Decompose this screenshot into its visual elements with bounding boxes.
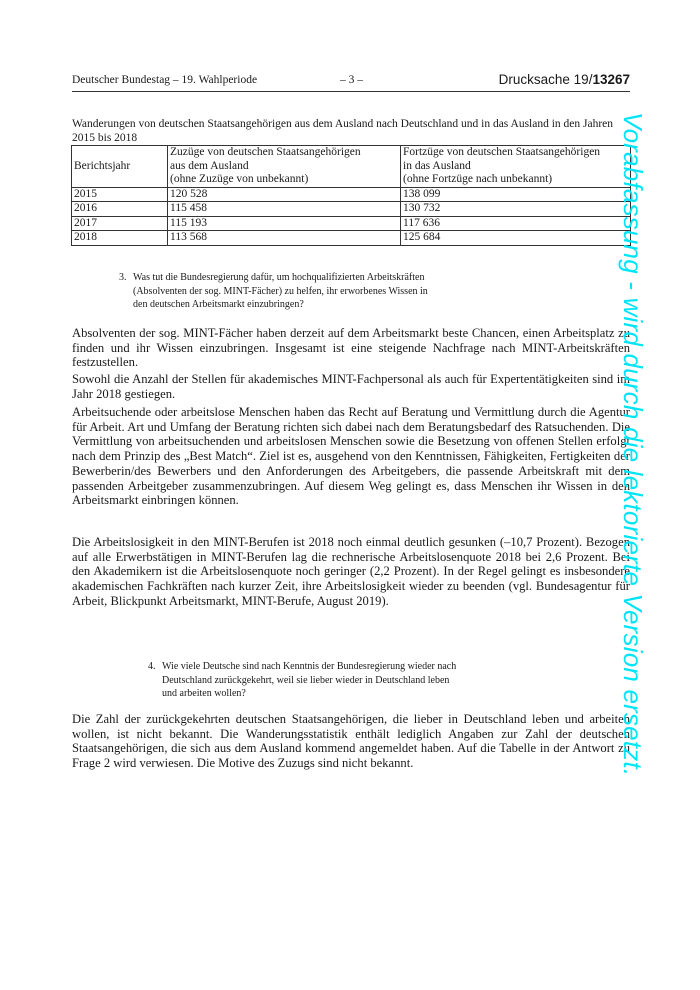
- document-number: [499, 72, 630, 87]
- table-caption: Wanderungen von deutschen Staatsangehörigen aus dem Ausland nach Deutschland und in das Ausland in den Jahren 2015 bis 2018: [72, 118, 614, 144]
- table-row: [72, 216, 631, 231]
- header-fortzuege-line1: Fortzüge von deutschen Staatsangehörigen: [403, 146, 601, 158]
- page-header: [72, 72, 630, 90]
- header-periode: Deutscher Bundestag – 19. Wahlperiode: [72, 74, 258, 86]
- question-4-number: 4.: [148, 661, 156, 672]
- migration-table: [71, 145, 631, 246]
- header-zuzuege-line2: aus dem Ausland: [170, 159, 249, 172]
- cell-fortzuege: 138 099: [401, 187, 631, 202]
- cell-year: 2015: [72, 187, 168, 202]
- header-zuzuege: [168, 146, 401, 188]
- cell-zuzuege: 115 458: [168, 202, 401, 217]
- question-3-line3: den deutschen Arbeitsmarkt einzubringen?: [133, 299, 304, 310]
- answer-3-paragraph-4: Die Arbeitslosigkeit in den MINT-Berufen ist 2018 noch einmal deutlich gesunken (–10,7 Prozent). Bezogen auf alle Erwerbstätigen in MINT-Berufen lag die rechnerische Arbeitslosenquote 2018 bei 2,6 Prozent. Bei den Akademikern ist die Arbeitslosenquote noch geringer (2,2 Prozent). In der Regel gelingt es insbesondere akademischen Fachkräften nach kurzer Zeit, ihre Arbeitslosigkeit wieder zu beenden (vgl. Bundesagentur für Arbeit, Blickpunkt Arbeitsmarkt, MINT-Berufe, August 2019).: [72, 535, 630, 608]
- document-number-period: 19/: [569, 72, 593, 87]
- question-4: [148, 660, 628, 705]
- draft-watermark-text: Vorabfassung - wird durch die lektorierte Version ersetzt.: [618, 112, 648, 777]
- document-number-bold: 13267: [592, 72, 630, 87]
- draft-watermark: [618, 112, 682, 882]
- cell-fortzuege: 130 732: [401, 202, 631, 217]
- question-4-line1: Wie viele Deutsche sind nach Kenntnis der Bundesregierung wieder nach: [162, 661, 457, 672]
- cell-zuzuege: 113 568: [168, 231, 401, 246]
- answer-3-paragraph-3: Arbeitsuchende oder arbeitslose Menschen haben das Recht auf Beratung und Vermittlung durch die Agentur für Arbeit. Art und Umfang der Beratung richten sich dabei nach dem Beratungsbedarf des Ratsuchenden. Die Vermittlung von arbeitsuchenden und arbeitslosen Menschen sowie die Besetzung von offenen Stellen erfolgt nach dem Prinzip des „Best Match“. Ziel ist es, ausgehend von den Kenntnissen, Fähigkeiten, Fertigkeiten der Bewerberin/des Bewerbers und den Anforderungen des Arbeitgebers, die passende Arbeitskraft mit dem passenden Arbeitgeber zusammenzubringen. Auf diesem Weg gelingt es, dass Menschen ihr Wissen in den Arbeitsmarkt einbringen können.: [72, 405, 630, 508]
- document-number-prefix: Drucksache: [498, 72, 570, 87]
- table-row: [72, 202, 631, 217]
- cell-zuzuege: 120 528: [168, 187, 401, 202]
- page-number: – 3 –: [340, 74, 363, 86]
- header-fortzuege-line2: in das Ausland: [403, 159, 471, 172]
- cell-year: 2017: [72, 216, 168, 231]
- table-header-row: [72, 146, 631, 188]
- question-4-line2: Deutschland zurückgekehrt, weil sie lieber wieder in Deutschland leben: [162, 674, 450, 686]
- header-divider: [72, 91, 630, 92]
- answer-3-paragraph-2: Sowohl die Anzahl der Stellen für akademisches MINT-Fachpersonal als auch für Expertentätigkeiten sind im Jahr 2018 gestiegen.: [72, 372, 630, 401]
- header-zuzuege-line3: (ohne Zuzüge von unbekannt): [170, 173, 309, 185]
- table-row: [72, 187, 631, 202]
- cell-fortzuege: 117 636: [401, 216, 631, 231]
- question-3-line1: Was tut die Bundesregierung dafür, um hochqualifizierten Arbeitskräften: [133, 272, 425, 283]
- table-row: [72, 231, 631, 246]
- question-4-line3: und arbeiten wollen?: [162, 688, 246, 699]
- cell-zuzuege: 115 193: [168, 216, 401, 231]
- cell-fortzuege: 125 684: [401, 231, 631, 246]
- cell-year: 2018: [72, 231, 168, 246]
- answer-3-paragraph-1: Absolventen der sog. MINT-Fächer haben derzeit auf dem Arbeitsmarkt beste Chancen, einen Arbeitsplatz zu finden und ihr Wissen einzubringen. Insgesamt ist eine steigende Nachfrage nach MINT-Arbeitskräften festzustellen.: [72, 326, 630, 370]
- question-3: [119, 271, 619, 316]
- answer-4-paragraph: Die Zahl der zurückgekehrten deutschen Staatsangehörigen, die lieber in Deutschland leben und arbeiten wollen, ist nicht bekannt. Die Wanderungsstatistik enthält lediglich Angaben zur Zahl der deutschen Staatsangehörigen, die sich aus dem Ausland kommend angemeldet haben. Auf die Tabelle in der Antwort zu Frage 2 wird verwiesen. Die Motive des Zuzugs sind nicht bekannt.: [72, 712, 630, 771]
- question-3-line2: (Absolventen der sog. MINT-Fächer) zu helfen, ihr erworbenes Wissen in: [133, 285, 428, 297]
- cell-year: 2016: [72, 202, 168, 217]
- header-fortzuege-line3: (ohne Fortzüge nach unbekannt): [403, 173, 553, 185]
- header-berichtsjahr: Berichtsjahr: [72, 146, 168, 188]
- header-zuzuege-line1: Zuzüge von deutschen Staatsangehörigen: [170, 146, 361, 158]
- question-4-text: [162, 660, 456, 701]
- question-3-number: 3.: [119, 272, 127, 283]
- header-fortzuege: [401, 146, 631, 188]
- question-3-text: [133, 271, 428, 312]
